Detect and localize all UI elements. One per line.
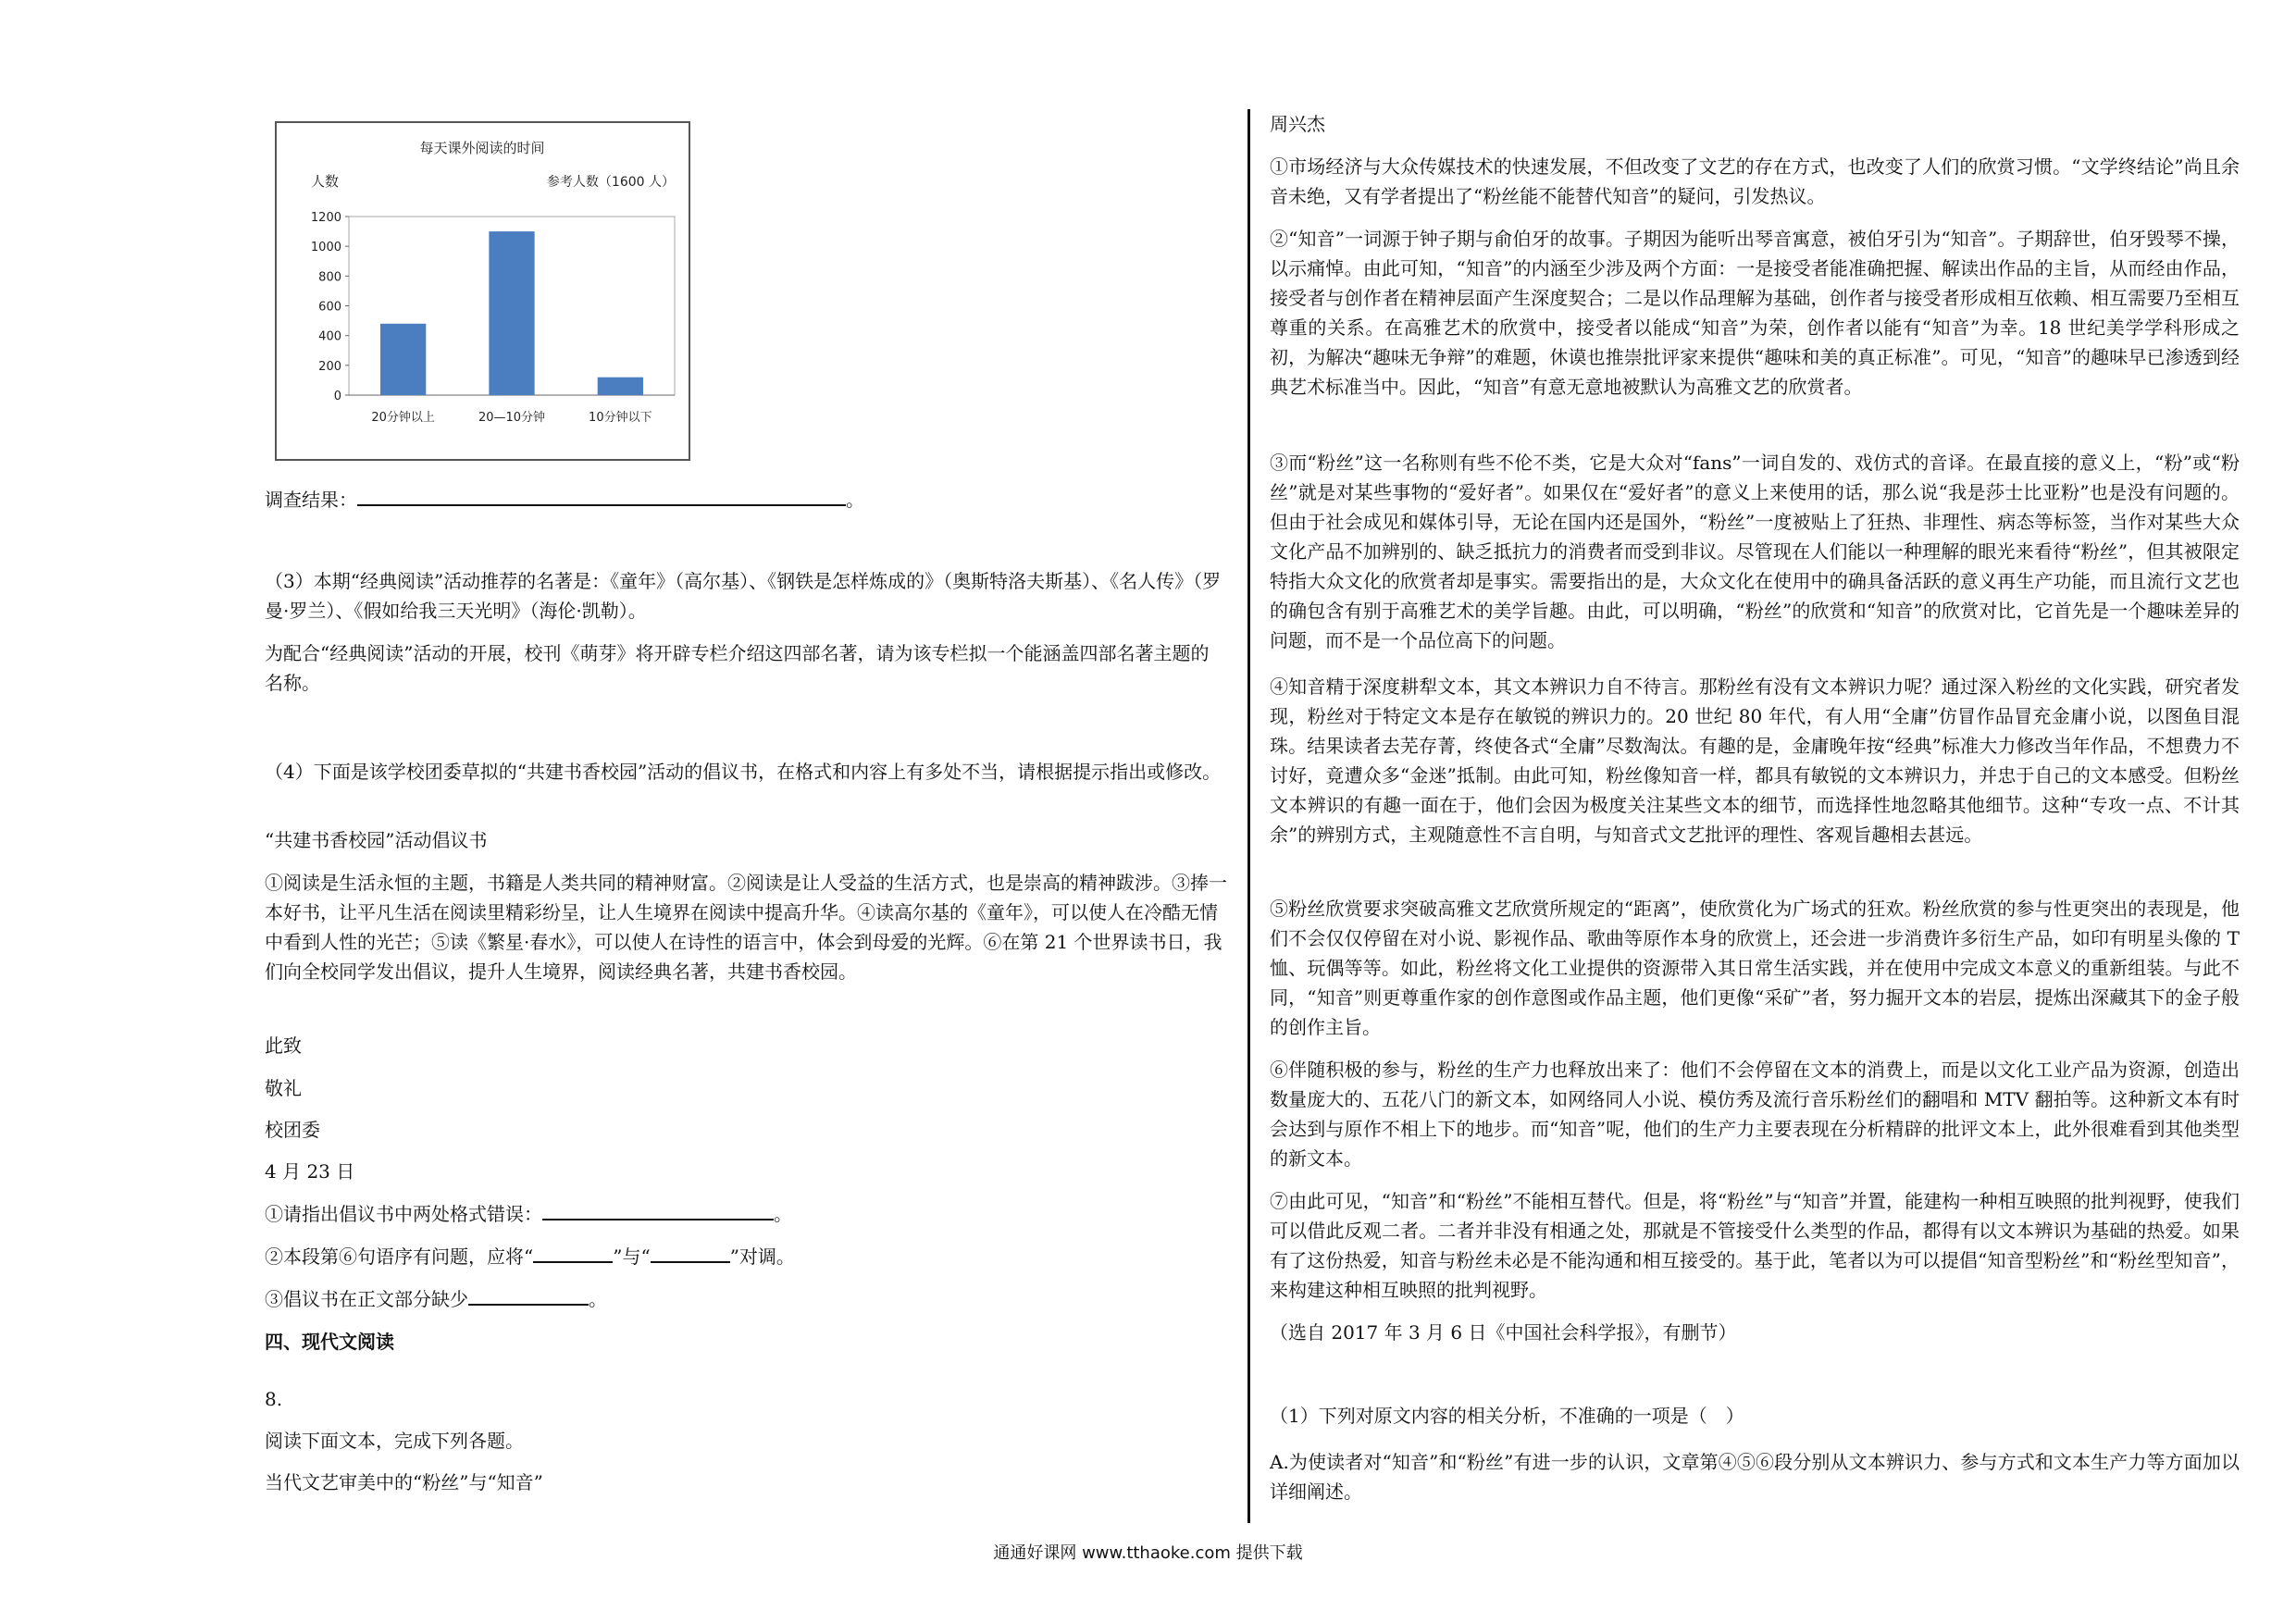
y-tick-label: 400 xyxy=(318,329,341,344)
sub2-text-c: ”对调。 xyxy=(729,1245,795,1268)
letter-body: ①阅读是生活永恒的主题，书籍是人类共同的精神财富。②阅读是让人受益的生活方式，也是崇高的精神跋涉。③捧一本好书，让平凡生活在阅读里精彩纷呈，让人生境界在阅读中提高升华。④读高尔基的《童年》，可以使人在冷酷无情中看到人性的光芒；⑤读《繁星·春水》，可以使人在诗性的语言中，体会到母爱的光辉。⑥在第 21 个世界读书日，我们向全校同学发出倡议，提升人生境界，阅读经典名著，共建书香校园。 xyxy=(265,872,1227,983)
article-source: （选自 2017 年 3 月 6 日《中国社会科学报》，有删节） xyxy=(1270,1321,1737,1344)
q4-intro: （4）下面是该学校团委草拟的“共建书香校园”活动的倡议书，在格式和内容上有多处不当，请根据提示指出或修改。 xyxy=(265,761,1222,783)
sub1-text: ①请指出倡议书中两处格式错误： xyxy=(265,1203,542,1225)
question-1-stem: （1）下列对原文内容的相关分析，不准确的一项是（ ） xyxy=(1270,1405,1744,1427)
survey-answer-blank[interactable] xyxy=(357,486,846,506)
bar-3 xyxy=(598,378,643,395)
y-tick-label: 0 xyxy=(333,390,341,403)
question-8-task: 阅读下面文本，完成下列各题。 xyxy=(265,1430,524,1452)
article-title: 当代文艺审美中的“粉丝”与“知音” xyxy=(265,1471,543,1493)
bar-1 xyxy=(380,324,426,395)
letter-date: 4 月 23 日 xyxy=(265,1160,355,1183)
sub1-end: 。 xyxy=(774,1203,792,1225)
page-footer: 通通好课网 www.tthaoke.com 提供下载 xyxy=(993,1543,1303,1563)
column-divider xyxy=(1247,109,1250,1523)
survey-label: 调查结果： xyxy=(265,489,357,511)
y-tick-label: 1200 xyxy=(310,211,341,225)
article-paragraph-1: ①市场经济与大众传媒技术的快速发展，不但改变了文艺的存在方式，也改变了人们的欣赏习惯。“文学终结论”尚且余音未绝，又有学者提出了“粉丝能不能替代知音”的疑问，引发热议。 xyxy=(1270,155,2240,207)
y-tick-label: 800 xyxy=(318,270,341,285)
bar-2 xyxy=(489,231,534,395)
signer: 校团委 xyxy=(265,1119,320,1141)
question-8-number: 8. xyxy=(265,1388,283,1410)
survey-end: 。 xyxy=(846,489,864,511)
sub3-text: ③倡议书在正文部分缺少 xyxy=(265,1288,468,1310)
sub-question-1 xyxy=(265,1199,1227,1229)
q3-task: 为配合“经典阅读”活动的开展，校刊《萌芽》将开辟专栏介绍这四部名著，请为该专栏拟一个能涵盖四部名著主题的名称。 xyxy=(265,642,1210,694)
x-tick-label: 20—10分钟 xyxy=(478,411,546,425)
option-a: A.为使读者对“知音”和“粉丝”有进一步的认识，文章第④⑤⑥段分别从文本辨识力、参与方式和文本生产力等方面加以详细阐述。 xyxy=(1270,1451,2240,1503)
y-tick-label: 1000 xyxy=(310,241,341,255)
chart-title: 每天课外阅读的时间 xyxy=(419,140,545,156)
article-paragraph-7: ⑦由此可见，“知音”和“粉丝”不能相互替代。但是，将“粉丝”与“知音”并置，能建构一种相互映照的批判视野，使我们可以借此反观二者。二者并非没有相通之处，那就是不管接受什么类型的作品，都得有以文本辨识为基础的热爱。如果有了这份热爱，知音与粉丝未必是不能沟通和相互接受的。基于此，笔者以为可以提倡“知音型粉丝”和“粉丝型知音”，来构建这种相互映照的批判视野。 xyxy=(1270,1190,2240,1301)
sub-question-2 xyxy=(265,1242,1227,1271)
cizhi: 此致 xyxy=(265,1035,302,1057)
article-paragraph-6: ⑥伴随积极的参与，粉丝的生产力也释放出来了：他们不会停留在文本的消费上，而是以文化工业产品为资源，创造出数量庞大的、五花八门的新文本，如网络同人小说、模仿秀及流行音乐粉丝们的翻唱和 MTV 翻拍等。这种新文本有时会达到与原作不相上下的地步。而“知音”呢，他们的生产力主要表现在分析精辟的批评文本上，此外很难看到其他类型的新文本。 xyxy=(1270,1059,2240,1170)
jingli: 敬礼 xyxy=(265,1077,302,1099)
q3-intro: （3）本期“经典阅读”活动推荐的名著是：《童年》（高尔基）、《钢铁是怎样炼成的》（奥斯特洛夫斯基）、《名人传》（罗曼·罗兰）、《假如给我三天光明》（海伦·凯勒）。 xyxy=(265,570,1222,622)
x-tick-label: 10分钟以下 xyxy=(589,411,652,425)
article-paragraph-5: ⑤粉丝欣赏要求突破高雅文艺欣赏所规定的“距离”，使欣赏化为广场式的狂欢。粉丝欣赏的参与性更突出的表现是，他们不会仅仅停留在对小说、影视作品、歌曲等原作本身的欣赏上，还会进一步消费许多衍生产品，如印有明星头像的 T 恤、玩偶等等。如此，粉丝将文化工业提供的资源带入其日常生活实践，并在使用中完成文本意义的重新组装。与此不同，“知音”则更尊重作家的创作意图或作品主题，他们更像“采矿”者，努力掘开文本的岩层，提炼出深藏其下的金子般的创作主旨。 xyxy=(1270,898,2240,1038)
survey-result-line xyxy=(265,485,1227,514)
article-paragraph-2: ②“知音”一词源于钟子期与俞伯牙的故事。子期因为能听出琴音寓意，被伯牙引为“知音”。子期辞世，伯牙毁琴不操，以示痛悼。由此可知，“知音”的内涵至少涉及两个方面：一是接受者能准确把握、解读出作品的主旨，从而经由作品，接受者与创作者在精神层面产生深度契合；二是以作品理解为基础，创作者与接受者形成相互依赖、相互需要乃至相互尊重的关系。在高雅艺术的欣赏中，接受者以能成“知音”为荣，创作者以能有“知音”为幸。18 世纪美学学科形成之初，为解决“趣味无争辩”的难题，休谟也推崇批评家来提供“趣味和美的真正标准”。可见，“知音”的趣味早已渗透到经典艺术标准当中。因此，“知音”有意无意地被默认为高雅文艺的欣赏者。 xyxy=(1270,228,2240,398)
sub1-blank[interactable] xyxy=(542,1200,774,1220)
sub2-blank-2[interactable] xyxy=(651,1243,730,1263)
article-paragraph-4: ④知音精于深度耕犁文本，其文本辨识力自不待言。那粉丝有没有文本辨识力呢？通过深入粉丝的文化实践，研究者发现，粉丝对于特定文本是存在敏锐的辨识力的。20 世纪 80 年代，有人用“全庸”仿冒作品冒充金庸小说，以图鱼目混珠。结果读者去芜存菁，终使各式“全庸”尽数淘汰。有趣的是，金庸晚年按“经典”标准大力修改当年作品，不想费力不讨好，竟遭众多“金迷”抵制。由此可知，粉丝像知音一样，都具有敏锐的文本辨识力，并忠于自己的文本感受。但粉丝文本辨识的有趣一面在于，他们会因为极度关注某些文本的细节，而选择性地忽略其他细节。这种“专攻一点、不计其余”的辨别方式，主观随意性不言自明，与知音式文艺批评的理性、客观旨趣相去甚远。 xyxy=(1270,675,2240,846)
sub-question-3 xyxy=(265,1284,1227,1314)
article-paragraph-3: ③而“粉丝”这一名称则有些不伦不类，它是大众对“fans”一词自发的、戏仿式的音译。在最直接的意义上，“粉”或“粉丝”就是对某些事物的“爱好者”。如果仅在“爱好者”的意义上来使用的话，那么说“我是莎士比亚粉”也是没有问题的。但由于社会成见和媒体引导，无论在国内还是国外，“粉丝”一度被贴上了狂热、非理性、病态等标签，当作对某些大众文化产品不加辨别的、缺乏抵抗力的消费者而受到非议。尽管现在人们能以一种理解的眼光来看待“粉丝”，但其被限定特指大众文化的欣赏者却是事实。需要指出的是，大众文化在使用中的确具备活跃的意义再生产功能，而且流行文艺也的确包含有别于高雅艺术的美学旨趣。由此，可以明确，“粉丝”的欣赏和“知音”的欣赏对比，它首先是一个趣味差异的问题，而不是一个品位高下的问题。 xyxy=(1270,452,2240,651)
sub2-text-a: ②本段第⑥句语序有问题，应将“ xyxy=(265,1245,534,1268)
section-4-heading: 四、现代文阅读 xyxy=(265,1331,394,1353)
sub3-blank[interactable] xyxy=(468,1285,589,1306)
sub2-blank-1[interactable] xyxy=(533,1243,613,1263)
article-author: 周兴杰 xyxy=(1270,113,1325,135)
bar-chart-svg xyxy=(277,123,689,459)
sub3-end: 。 xyxy=(589,1288,607,1310)
letter-title: “共建书香校园”活动倡议书 xyxy=(265,829,488,851)
chart-y-label: 人数 xyxy=(310,173,340,190)
reading-time-chart xyxy=(275,121,690,461)
y-tick-label: 200 xyxy=(318,359,341,374)
y-tick-label: 600 xyxy=(318,300,341,315)
chart-note: 参考人数（1600 人） xyxy=(546,175,675,190)
sub2-text-b: ”与“ xyxy=(613,1245,651,1268)
x-tick-label: 20分钟以上 xyxy=(371,411,435,425)
